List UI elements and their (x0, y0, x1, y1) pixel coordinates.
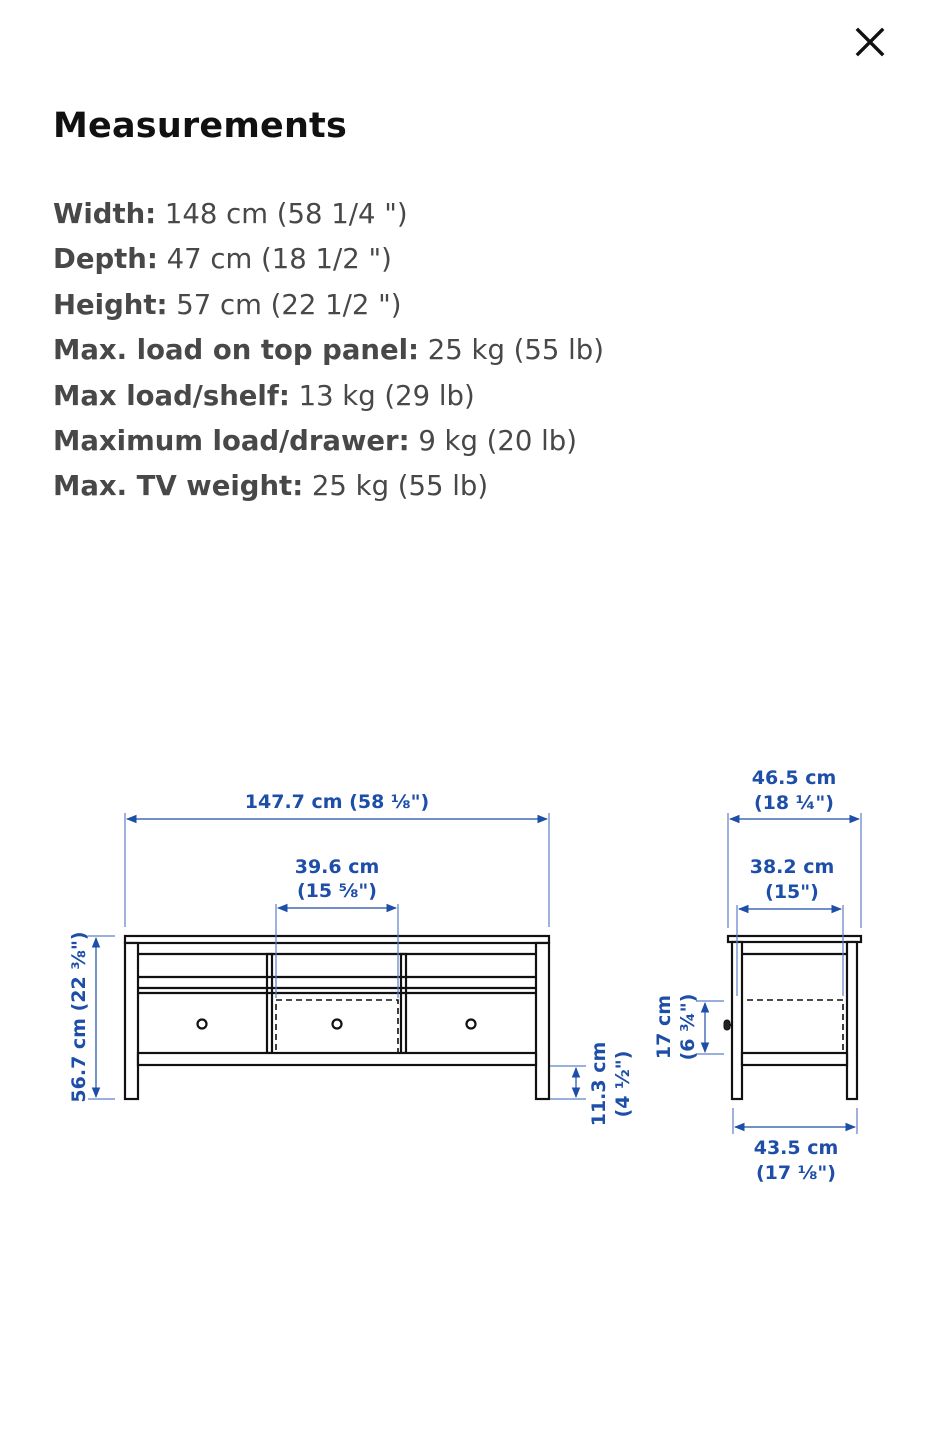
spec-label: Max. TV weight: (53, 470, 304, 503)
spec-label: Max load/shelf: (53, 379, 290, 412)
spec-label: Width: (53, 198, 157, 230)
drawer-height-label: 17 cm (653, 994, 675, 1060)
spec-value: 13 kg (29 lb) (289, 379, 475, 412)
spec-max-tv-weight (53, 464, 604, 509)
dimension-diagram (0, 740, 931, 1220)
spec-value: 148 cm (58 1/4 ") (156, 198, 408, 230)
spec-max-load-drawer (53, 419, 604, 464)
close-button[interactable] (846, 20, 894, 64)
overall-depth-inch-label: (18 ¼") (754, 792, 834, 814)
spec-depth (53, 237, 604, 282)
close-icon (855, 27, 885, 57)
spec-width (53, 192, 604, 237)
spec-value: 9 kg (20 lb) (409, 425, 577, 458)
front-view-drawing (125, 936, 549, 1099)
page-title: Measurements (53, 106, 348, 146)
drawer-width-label: 39.6 cm (294, 856, 380, 878)
spec-value: 25 kg (55 lb) (303, 470, 489, 503)
spec-max-load-top-panel (53, 328, 604, 373)
overall-depth-label: 46.5 cm (751, 767, 837, 789)
spec-label: Maximum load/drawer: (53, 425, 410, 458)
frame-depth-inch-label: (17 ⅛") (756, 1162, 836, 1184)
overall-width-label: 147.7 cm (58 ⅛") (244, 791, 430, 813)
leg-clearance-label: 11.3 cm (588, 1041, 610, 1127)
drawer-height-inch-label: (6 ¾") (677, 993, 699, 1061)
drawer-width-inch-label: (15 ⅝") (297, 880, 377, 902)
drawer-depth-label: 38.2 cm (749, 856, 835, 878)
spec-label: Max. load on top panel: (53, 334, 420, 367)
spec-height (53, 283, 604, 328)
spec-max-load-shelf (53, 374, 604, 419)
drawer-depth-inch-label: (15") (765, 881, 819, 903)
frame-depth-label: 43.5 cm (753, 1137, 839, 1159)
spec-value: 57 cm (22 1/2 ") (167, 288, 402, 321)
overall-height-label: 56.7 cm (22 ⅜") (68, 931, 90, 1103)
spec-label: Depth: (53, 243, 158, 276)
side-view-drawing (724, 936, 861, 1099)
measurements-list (53, 192, 604, 510)
spec-value: 25 kg (55 lb) (419, 334, 604, 367)
leg-clearance-inch-label: (4 ½") (612, 1050, 634, 1118)
spec-value: 47 cm (18 1/2 ") (157, 243, 392, 276)
spec-label: Height: (53, 288, 168, 321)
